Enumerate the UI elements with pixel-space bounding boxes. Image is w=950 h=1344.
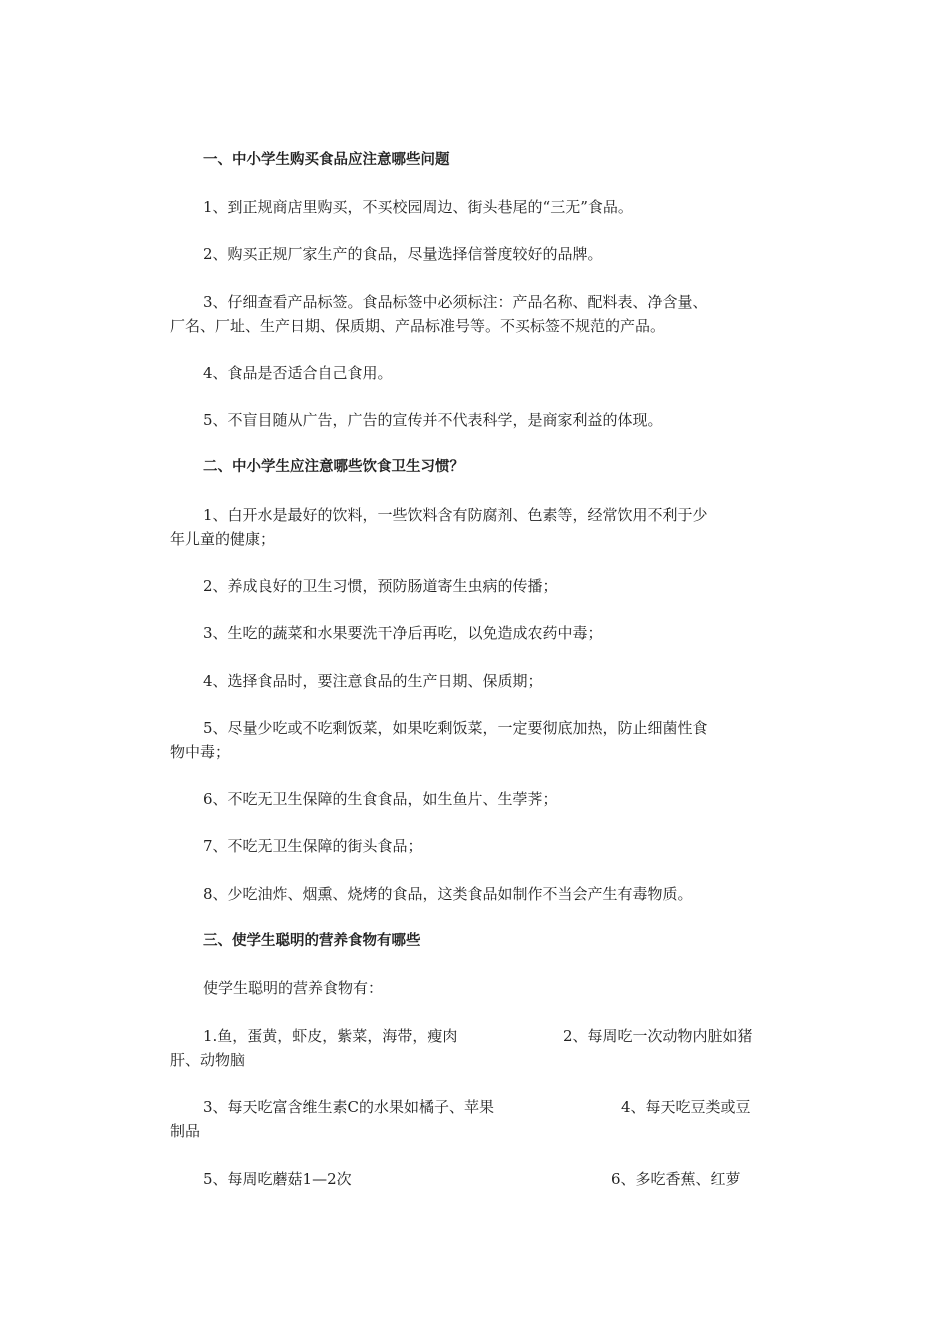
food-item-continuation: 肝、动物脑	[170, 1051, 246, 1069]
paragraph-continuation: 物中毒；	[170, 743, 231, 761]
paragraph: 5、不盲目随从广告，广告的宣传并不代表科学，是商家利益的体现。	[203, 411, 663, 429]
paragraph: 1、到正规商店里购买，不买校园周边、街头巷尾的“三无”食品。	[203, 198, 633, 216]
section-1-heading: 一、中小学生购买食品应注意哪些问题	[203, 152, 450, 168]
paragraph-continuation: 年儿童的健康；	[170, 530, 276, 548]
paragraph: 1、白开水是最好的饮料，一些饮料含有防腐剂、色素等，经常饮用不利于少	[203, 506, 708, 524]
paragraph: 5、尽量少吃或不吃剩饭菜，如果吃剩饭菜，一定要彻底加热，防止细菌性食	[203, 719, 708, 737]
section-2-heading: 二、中小学生应注意哪些饮食卫生习惯？	[203, 459, 464, 475]
food-item: 1.鱼，蛋黄，虾皮，紫菜，海带，瘦肉	[203, 1027, 458, 1045]
paragraph: 2、购买正规厂家生产的食品，尽量选择信誉度较好的品牌。	[203, 245, 603, 263]
paragraph: 4、食品是否适合自己食用。	[203, 364, 393, 382]
section-3-heading: 三、使学生聪明的营养食物有哪些	[203, 933, 421, 949]
food-item: 4、每天吃豆类或豆	[621, 1098, 751, 1116]
food-item: 6、多吃香蕉、红萝	[611, 1170, 741, 1188]
food-item: 5、每周吃蘑菇1—2次	[203, 1170, 352, 1188]
food-item: 2、每周吃一次动物内脏如猪	[563, 1027, 753, 1045]
paragraph: 3、生吃的蔬菜和水果要洗干净后再吃，以免造成农药中毒；	[203, 624, 603, 642]
paragraph: 3、仔细查看产品标签。食品标签中必须标注：产品名称、配料表、净含量、	[203, 293, 708, 311]
food-item-continuation: 制品	[170, 1122, 201, 1140]
paragraph: 8、少吃油炸、烟熏、烧烤的食品，这类食品如制作不当会产生有毒物质。	[203, 885, 693, 903]
paragraph: 2、养成良好的卫生习惯，预防肠道寄生虫病的传播；	[203, 577, 558, 595]
paragraph-continuation: 厂名、厂址、生产日期、保质期、产品标准号等。不买标签不规范的产品。	[170, 317, 666, 335]
paragraph: 使学生聪明的营养食物有：	[203, 979, 384, 997]
food-item: 3、每天吃富含维生素C的水果如橘子、苹果	[203, 1098, 495, 1116]
paragraph: 4、选择食品时，要注意食品的生产日期、保质期；	[203, 672, 543, 690]
paragraph: 6、不吃无卫生保障的生食食品，如生鱼片、生荸荠；	[203, 790, 558, 808]
paragraph: 7、不吃无卫生保障的街头食品；	[203, 837, 423, 855]
